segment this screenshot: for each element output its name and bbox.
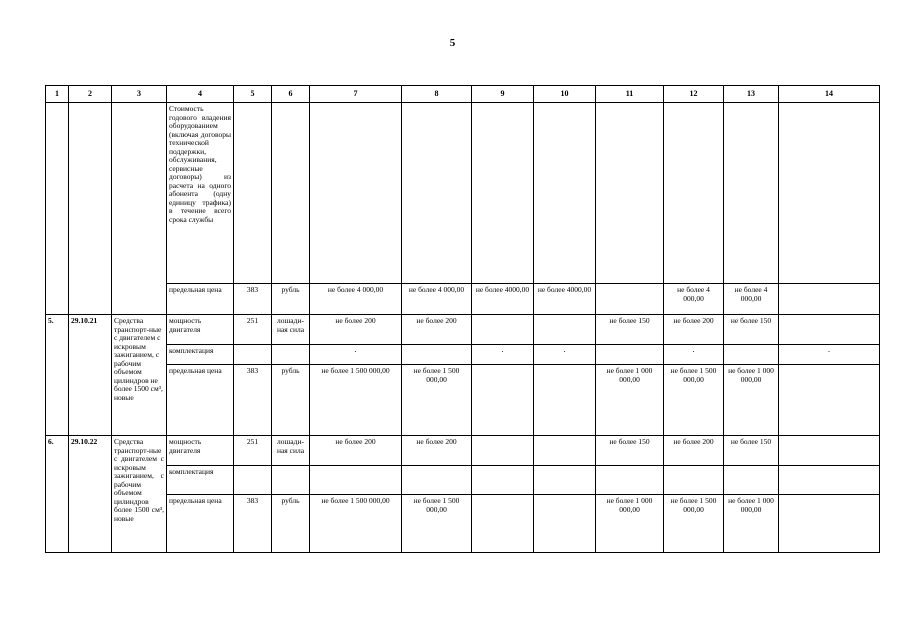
table-row [46,495,880,553]
table-row: комплектация . . . . . [46,345,880,365]
column-header: 1 [46,86,69,103]
value-cell: не более 4 000,00 [724,284,779,315]
item-name: Средства транспорт-ные с двигателем с искровым зажиганием, с рабочим объемом цилиндров более 1500 см³, новые [112,436,167,553]
value-cell: не более 1 000 000,00 [596,495,664,553]
value-cell: не более 1 500 000,00 [664,495,724,553]
column-header: 4 [167,86,234,103]
unit-code: 251 [234,436,272,466]
value-cell: не более 200 [310,315,402,345]
unit-name: рубль [272,284,310,315]
value-cell: не более 200 [664,436,724,466]
okpd-code: 29.10.22 [69,436,112,553]
column-header: 13 [724,86,779,103]
value-cell: не более 150 [596,436,664,466]
unit-name: рубль [272,365,310,436]
value-cell: не более 4 000,00 [664,284,724,315]
characteristic-name: мощность двигателя [167,315,234,345]
unit-code: 251 [234,315,272,345]
value-cell: не более 1 500 000,00 [402,495,472,553]
column-header: 8 [402,86,472,103]
value-cell: не более 4000,00 [472,284,534,315]
characteristic-name: Стоимость годового владения оборудованием (включая договоры технической поддержки, обслуживания, сервисные договоры) из расчета на одного абонента (одну единицу трафика) в течение всего срока службы [167,103,234,284]
unit-name: рубль [272,495,310,553]
unit-name: лошади-ная сила [272,436,310,466]
value-cell: не более 4 000,00 [310,284,402,315]
column-header: 5 [234,86,272,103]
value-cell: не более 1 000 000,00 [596,365,664,436]
item-name: Средства транспорт-ные с двигателем с искровым зажиганием, с рабочим объемом цилиндров не более 1500 см³, новые [112,315,167,436]
page-number: 5 [449,37,456,49]
value-cell: не более 200 [310,436,402,466]
value-cell: не более 1 000 000,00 [724,495,779,553]
row-number: 5. [46,315,69,436]
continuation-row [46,103,880,284]
characteristic-name: предельная цена [167,284,234,315]
value-cell: не более 150 [596,315,664,345]
column-number-row [46,86,880,103]
column-header: 14 [779,86,880,103]
column-header: 12 [664,86,724,103]
characteristic-name: предельная цена [167,495,234,553]
characteristic-name: комплектация [167,345,234,365]
value-cell: не более 200 [402,436,472,466]
characteristic-name: комплектация [167,466,234,495]
column-header: 6 [272,86,310,103]
column-header: 11 [596,86,664,103]
value-cell: не более 1 000 000,00 [724,365,779,436]
table-row [46,315,880,345]
column-header: 3 [112,86,167,103]
unit-code: 383 [234,365,272,436]
column-header: 2 [69,86,112,103]
value-cell: не более 1 500 000,00 [402,365,472,436]
unit-code: 383 [234,495,272,553]
table-row [46,466,880,495]
okpd-code: 29.10.21 [69,315,112,436]
value-cell: не более 200 [664,315,724,345]
value-cell: не более 1 500 000,00 [310,365,402,436]
value-cell: не более 4000,00 [534,284,596,315]
characteristic-name: предельная цена [167,365,234,436]
value-cell: не более 150 [724,436,779,466]
row-number: 6. [46,436,69,553]
table-row [46,365,880,436]
value-cell: не более 200 [402,315,472,345]
column-header: 9 [472,86,534,103]
column-header: 7 [310,86,402,103]
table-row [46,436,880,466]
value-cell: не более 1 500 000,00 [310,495,402,553]
continuation-price-row [46,284,880,315]
value-cell: не более 1 500 000,00 [664,365,724,436]
value-cell: не более 4 000,00 [402,284,472,315]
unit-name: лошади-ная сила [272,315,310,345]
requirements-table [45,85,880,553]
column-header: 10 [534,86,596,103]
unit-code: 383 [234,284,272,315]
characteristic-name: мощность двигателя [167,436,234,466]
value-cell: не более 150 [724,315,779,345]
